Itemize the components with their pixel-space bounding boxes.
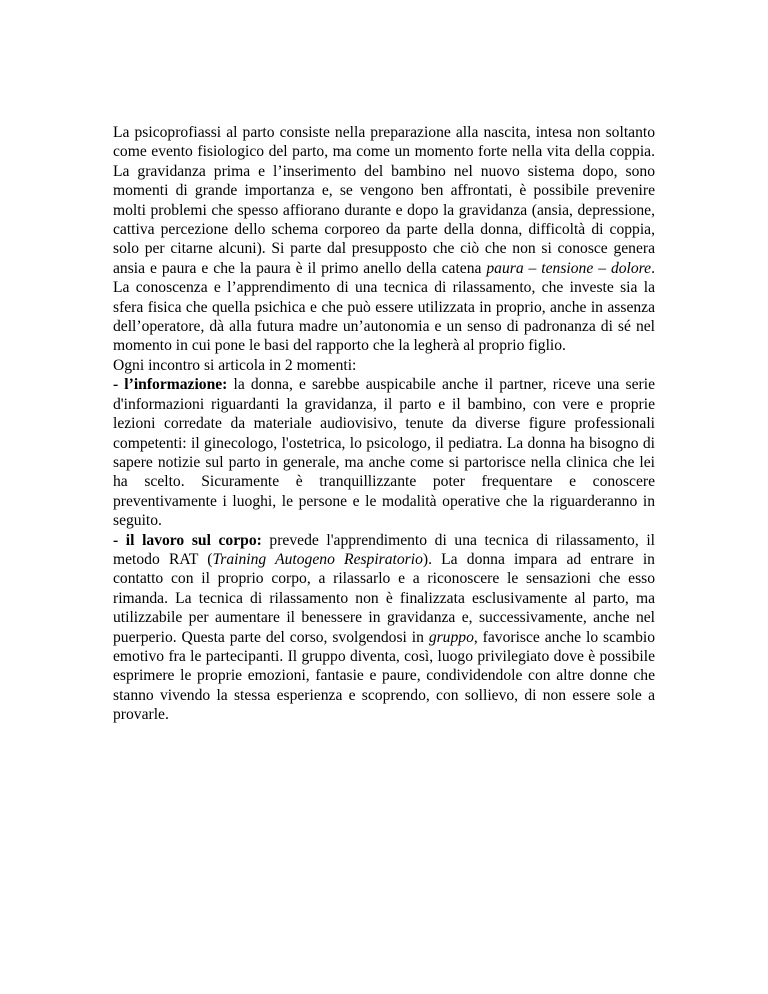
document-page — [113, 123, 655, 725]
body-work-text-2: ). La donna impara ad entrare in contatto con il proprio corpo, a rilassarlo e a riconoscere le sensazioni che esso rimanda. La tecnica di rilassamento non è finalizzata esclusivamente al parto, ma utilizzabile per aumentare il benessere in gravidanza e, successivamente, anche nel puerperio. Questa parte del corso, svolgendosi in — [113, 550, 655, 646]
intro-text-1: La psicoprofiassi al parto consiste nella preparazione alla nascita, intesa non soltanto come evento fisiologico del parto, ma come un momento forte nella vita della coppia. La gravidanza prima e l’inserimento del bambino nel nuovo sistema dopo, sono momenti di grande importanza e, se vengono ben affrontati, è possibile prevenire molti problemi che spesso affiorano durante e dopo la gravidanza (ansia, depressione, cattiva percezione dello schema corporeo da parte della donna, difficoltà di coppia, solo per citarne alcuni). Si parte dal presupposto che ciò che non si conosce genera ansia e paura e che la paura è il primo anello della catena — [113, 124, 655, 277]
body-work-text-3: , favorisce anche lo scambio emotivo fra le partecipanti. Il gruppo diventa, così, luogo privilegiato dove è possibile esprimere le proprie emozioni, fantasie e paure, condividendole con altre donne che stanno vivendo la stessa esperienza e scoprendo, con sollievo, di non essere sole a provarle. — [113, 628, 655, 724]
body-work-heading: - il lavoro sul corpo: — [113, 531, 262, 549]
body-work-text-1: prevede l'apprendimento di una tecnica di rilassamento, il metodo RAT ( — [113, 531, 655, 568]
info-heading: - l’informazione: — [113, 376, 228, 394]
body-work-italic-gruppo: gruppo — [428, 628, 474, 646]
moments-intro: Ogni incontro si articola in 2 momenti: — [113, 356, 357, 374]
info-paragraph — [113, 375, 655, 530]
body-work-italic-rat: Training Autogeno Respiratorio — [212, 550, 423, 568]
body-work-paragraph — [113, 531, 655, 725]
intro-paragraph — [113, 123, 655, 356]
info-text: la donna, e sarebbe auspicabile anche il partner, riceve una serie d'informazioni riguardanti la gravidanza, il parto e il bambino, con vere e proprie lezioni corredate da materiale audiovisivo, tenute da diverse figure professionali competenti: il ginecologo, l'ostetrica, lo psicologo, il pediatra. La donna ha bisogno di sapere notizie sul parto in generale, ma anche come si partorisce nella clinica che lei ha scelto. Sicuramente è tranquillizzante poter frequentare e conoscere preventivamente i luoghi, le persone e le modalità operative che la riguarderanno in seguito. — [113, 376, 655, 530]
intro-italic-chain: paura – tensione – dolore — [486, 259, 652, 277]
intro-text-2: . La conoscenza e l’apprendimento di una tecnica di rilassamento, che investe sia la sfera fisica che quella psichica e che può essere utilizzata in proprio, anche in assenza dell’operatore, dà alla futura madre un’autonomia e un senso di padronanza di sé nel momento in cui pone le basi del rapporto che la legherà al proprio figlio. — [113, 259, 655, 355]
